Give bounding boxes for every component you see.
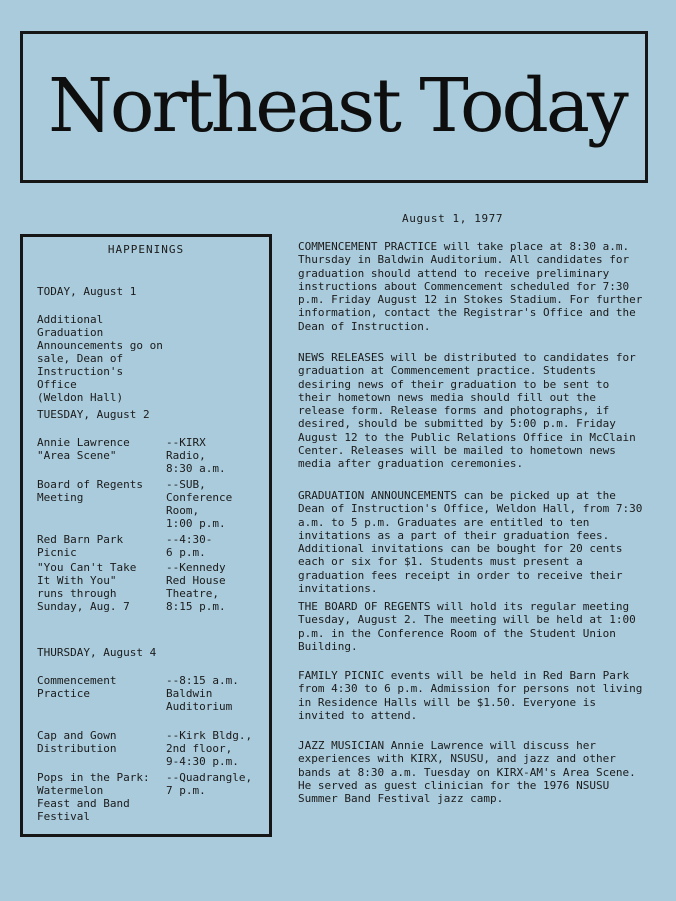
day-heading: TODAY, August 1 bbox=[37, 285, 137, 298]
article-news-releases: NEWS RELEASES will be distributed to candidates for graduation at Commencement practice. Students desiring news of their graduation to be sent to their hometown news media should fill out the release form. Release forms and photographs, if desired, should be submitted by 5:00 p.m. Friday August 12 to the Public Relations Office in McClain Center. Releases will be mailed to hometown news media after graduation ceremonies. bbox=[298, 351, 636, 471]
event-details: --SUB, Conference Room, 1:00 p.m. bbox=[166, 478, 233, 530]
event-details: --4:30- 6 p.m. bbox=[166, 533, 213, 559]
event-details: --Kirk Bldg., 2nd floor, 9-4:30 p.m. bbox=[166, 729, 253, 768]
article-commencement-practice: COMMENCEMENT PRACTICE will take place at 8:30 a.m. Thursday in Baldwin Auditorium. All candidates for graduation should attend to receive preliminary instructions about Commencement scheduled for 7:30 p.m. Friday August 12 in Stokes Stadium. For further information, contact the Registrar's Office and the Dean of Instruction. bbox=[298, 240, 643, 333]
event-details: --KIRX Radio, 8:30 a.m. bbox=[166, 436, 226, 475]
calendar-heading: HAPPENINGS bbox=[107, 243, 185, 256]
event-name: Annie Lawrence "Area Scene" bbox=[37, 436, 130, 462]
event-name: Cap and Gown Distribution bbox=[37, 729, 117, 755]
article-jazz-musician: JAZZ MUSICIAN Annie Lawrence will discuss her experiences with KIRX, NSUSU, and jazz and other bands at 8:30 a.m. Tuesday on KIRX-AM's Area Scene. He served as guest clinician for the 1976 NSUSU Summer Band Festival jazz camp. bbox=[298, 739, 636, 806]
happenings-calendar bbox=[20, 234, 272, 837]
event-details: --8:15 a.m. Baldwin Auditorium bbox=[166, 674, 239, 713]
event-name: "You Can't Take It With You" runs through Sunday, Aug. 7 bbox=[37, 561, 137, 613]
event-details: --Quadrangle, 7 p.m. bbox=[166, 771, 253, 797]
issue-date: August 1, 1977 bbox=[402, 212, 504, 225]
masthead-title: Northeast Today bbox=[48, 63, 626, 149]
day-heading: THURSDAY, August 4 bbox=[37, 646, 157, 659]
event-name: Board of Regents Meeting bbox=[37, 478, 143, 504]
event-name: Red Barn Park Picnic bbox=[37, 533, 124, 559]
event-name: Commencement Practice bbox=[37, 674, 117, 700]
article-family-picnic: FAMILY PICNIC events will be held in Red Barn Park from 4:30 to 6 p.m. Admission for persons not living in Residence Halls will be $1.50. Everyone is invited to attend. bbox=[298, 669, 643, 722]
event-details: --Kennedy Red House Theatre, 8:15 p.m. bbox=[166, 561, 226, 613]
article-graduation-announcements: GRADUATION ANNOUNCEMENTS can be picked up at the Dean of Instruction's Office, Weldon Hall, from 7:30 a.m. to 5 p.m. Graduates are entitled to ten invitations as a part of their graduation fees. Additional invitations can be bought for 20 cents each or six for $1. Students must present a graduation fees receipt in order to receive their invitations. bbox=[298, 489, 643, 596]
masthead-frame bbox=[20, 31, 648, 183]
event-name: Additional Graduation Announcements go on sale, Dean of Instruction's Office (Weldon Hall) bbox=[37, 313, 163, 404]
day-heading: TUESDAY, August 2 bbox=[37, 408, 150, 421]
article-board-of-regents: THE BOARD OF REGENTS will hold its regular meeting Tuesday, August 2. The meeting will be held at 1:00 p.m. in the Conference Room of the Student Union Building. bbox=[298, 600, 636, 653]
event-name: Pops in the Park: Watermelon Feast and Band Festival bbox=[37, 771, 150, 823]
